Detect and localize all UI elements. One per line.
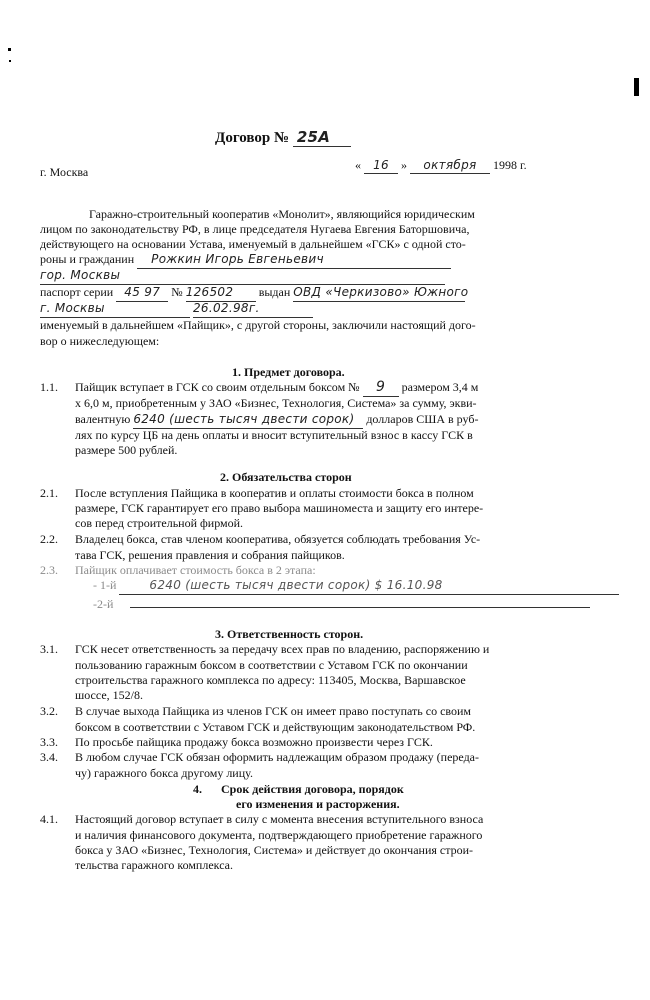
clause-2-3-line-1: Пайщик оплачивает стоимость бокса в 2 этапа:: [75, 563, 316, 577]
date-day: 16: [364, 158, 398, 174]
box-number: 9: [363, 380, 399, 397]
clause-1-1-line-1: Пайщик вступает в ГСК со своим отдельным боксом № 9 размером 3,4 м: [75, 379, 479, 395]
clause-1-1-line-5: размере 500 рублей.: [75, 443, 178, 457]
clause-4-1-line-3: бокса у ЗАО «Бизнес, Технология, Система» и действует до окончания строи-: [75, 843, 474, 857]
intro-line-2: лицом по законодательству РФ, в лице председателя Нугаева Евгения Баторшовича,: [40, 222, 470, 236]
clause-2-2-line-1: Владелец бокса, став членом кооператива, обязуется соблюдать требования Ус-: [75, 532, 481, 546]
payment-stage-2-line: [130, 595, 590, 608]
member-city: гор. Москвы: [40, 268, 445, 285]
clause-2-3-number: 2.3.: [40, 563, 58, 577]
section-3-heading: 3. Ответственность сторон.: [215, 627, 364, 641]
scan-bar-right: [634, 78, 639, 96]
section-1-heading: 1. Предмет договора.: [232, 365, 345, 379]
intro-line-6: именуемый в дальнейшем «Пайщик», с другой стороны, заключили настоящий дого-: [40, 318, 476, 332]
clause-1-1-line-3: валентную 6240 (шесть тысяч двести сорок) долларов США в руб-: [75, 412, 478, 429]
clause-2-1-line-3: сов перед строительной фирмой.: [75, 516, 244, 530]
passport-line-2: [40, 301, 313, 318]
clause-4-1-number: 4.1.: [40, 812, 58, 826]
clause-4-1-line-2: и наличия финансового документа, подтверждающего приобретение гаражного: [75, 828, 483, 842]
scan-mark-top-left: [8, 48, 11, 51]
clause-4-1-line-1: Настоящий договор вступает в силу с момента внесения вступительного взноса: [75, 812, 484, 826]
scan-mark-top-left-2: [9, 60, 11, 62]
contract-date: « 16 » октября 1998 г.: [355, 158, 527, 172]
intro-line-city: [40, 268, 445, 285]
box-price: 6240 (шесть тысяч двести сорок): [133, 412, 363, 429]
clause-3-2-number: 3.2.: [40, 704, 58, 718]
intro-line-1: Гаражно-строительный кооператив «Монолит», являющийся юридическим: [89, 207, 475, 221]
clause-3-2-line-1: В случае выхода Пайщика из членов ГСК он имеет право поступать со своим: [75, 704, 472, 718]
clause-2-1-number: 2.1.: [40, 486, 58, 500]
clause-3-3-number: 3.3.: [40, 735, 58, 749]
clause-1-1-line-2: х 6,0 м, приобретенным у ЗАО «Бизнес, Технология, Система» за сумму, экви-: [75, 396, 477, 410]
passport-series: 45 97: [116, 285, 168, 302]
section-2-heading: 2. Обязательства сторон: [220, 470, 352, 484]
member-name: Рожкин Игорь Евгеньевич: [137, 252, 451, 269]
clause-3-1-line-3: строительства гаражного комплекса по адресу: 113405, Москва, Варшавское: [75, 673, 466, 687]
clause-3-1-line-2: пользованию гаражным боксом в соответствии с Уставом ГСК по окончании: [75, 658, 468, 672]
contract-title: Договор № 25А: [215, 128, 351, 147]
payment-stage-1-amount: 6240 (шесть тысяч двести сорок) $ 16.10.98: [119, 578, 619, 595]
passport-issued-by: ОВД «Черкизово» Южного: [293, 285, 465, 302]
clause-1-1-line-4: лях по курсу ЦБ на день оплаты и вносит вступительный взнос в кассу ГСК в: [75, 428, 473, 442]
section-4-heading-line-1: Срок действия договора, порядок: [221, 782, 404, 796]
clause-2-1-line-1: После вступления Пайщика в кооператив и оплаты стоимости бокса в полном: [75, 486, 474, 500]
intro-line-7: вор о нижеследующем:: [40, 334, 160, 348]
city-label: г. Москва: [40, 165, 89, 179]
clause-3-1-line-4: шоссе, 152/8.: [75, 688, 143, 702]
payment-stage-1: - 1-й 6240 (шесть тысяч двести сорок) $ 16.10.98: [93, 578, 619, 595]
section-4-heading-number: 4.: [193, 782, 202, 796]
passport-issued-by-2: г. Москвы: [40, 301, 190, 318]
clause-2-2-line-2: тава ГСК, решения правления и собрания пайщиков.: [75, 548, 345, 562]
date-month: октября: [410, 158, 490, 174]
clause-3-4-line-1: В любом случае ГСК обязан оформить надлежащим образом продажу (переда-: [75, 750, 480, 764]
clause-2-1-line-2: размере, ГСК гарантирует его право выбора машиноместа и защиту его интере-: [75, 501, 484, 515]
clause-3-4-number: 3.4.: [40, 750, 58, 764]
clause-2-2-number: 2.2.: [40, 532, 58, 546]
clause-3-3-line-1: По просьбе пайщика продажу бокса возможно произвести через ГСК.: [75, 735, 433, 749]
intro-line-4: роны и гражданин Рожкин Игорь Евгеньевич: [40, 252, 451, 269]
date-year: 1998 г.: [493, 158, 527, 172]
clause-3-1-number: 3.1.: [40, 642, 58, 656]
passport-line: паспорт серии 45 97 № 126502 выдан ОВД «Черкизово» Южного: [40, 285, 465, 302]
clause-4-1-line-4: тельства гаражного комплекса.: [75, 858, 233, 872]
payment-stage-2: -2-й: [93, 595, 590, 613]
clause-3-2-line-2: боксом в соответствии с Уставом ГСК и действующим законодательством РФ.: [75, 720, 476, 734]
intro-line-3: действующего на основании Устава, именуемый в дальнейшем «ГСК» с одной сто-: [40, 237, 466, 251]
passport-issue-date: 26.02.98г.: [193, 301, 313, 318]
clause-3-4-line-2: чу) гаражного бокса другому лицу.: [75, 766, 253, 780]
passport-number: 126502: [186, 285, 256, 302]
section-4-heading-line-2: его изменения и расторжения.: [236, 797, 400, 811]
contract-number: 25А: [293, 128, 351, 147]
clause-1-1-number: 1.1.: [40, 380, 58, 394]
clause-3-1-line-1: ГСК несет ответственность за передачу всех прав по владению, распоряжению и: [75, 642, 490, 656]
